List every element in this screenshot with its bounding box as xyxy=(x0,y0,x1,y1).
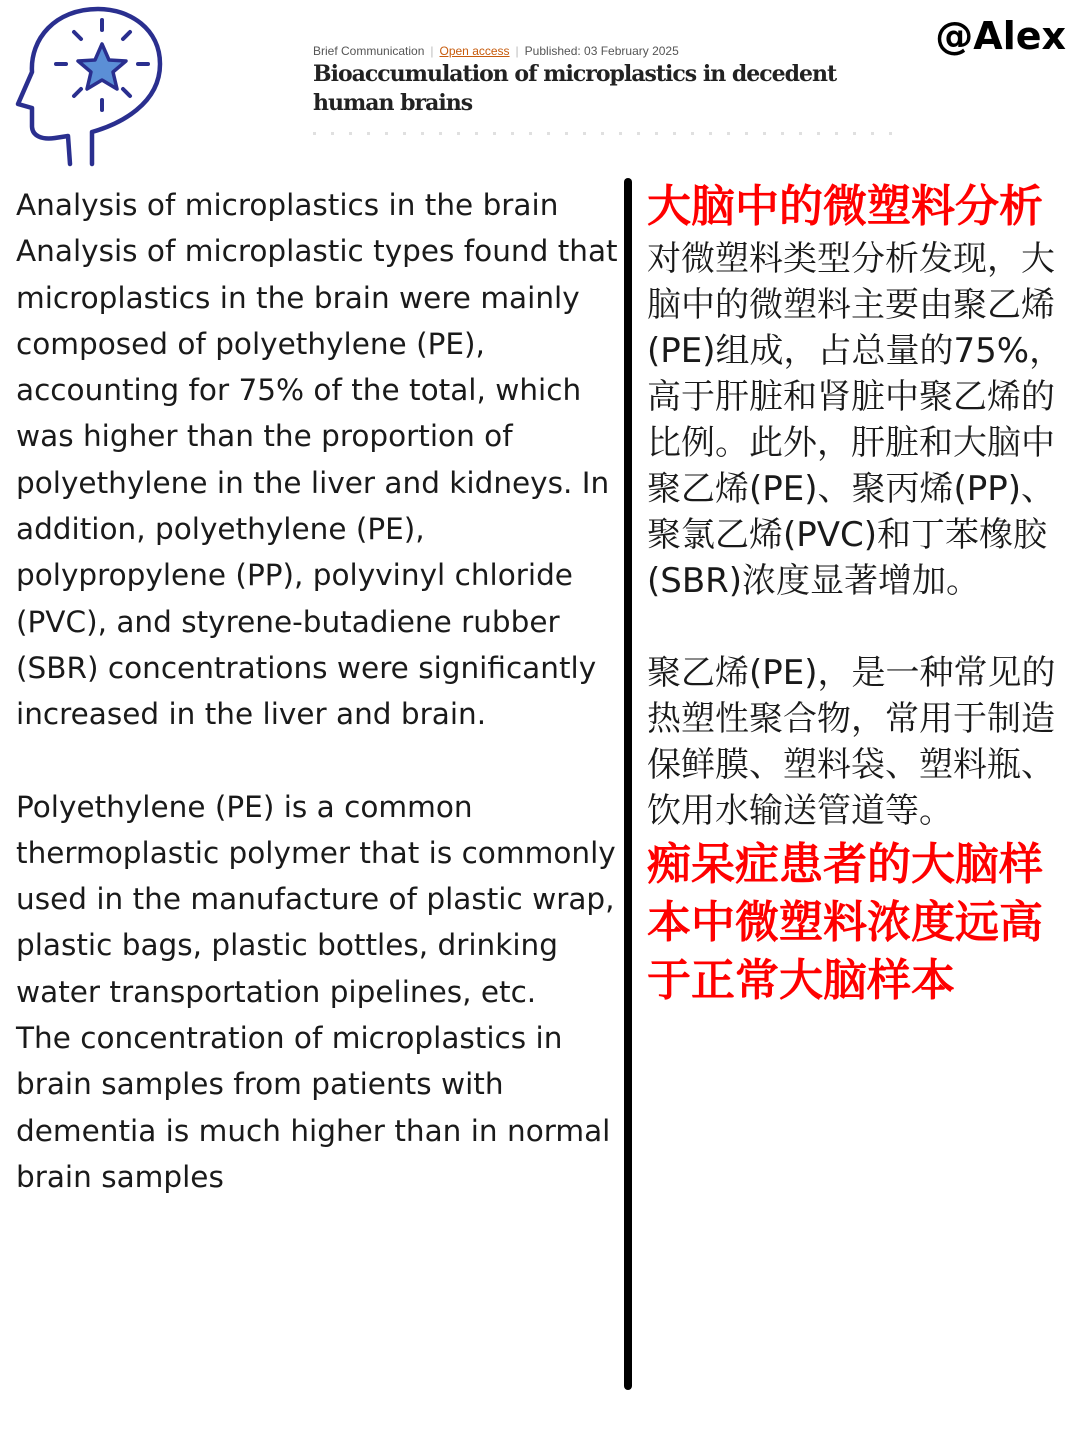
open-access-link[interactable]: Open access xyxy=(439,44,510,58)
english-paragraph-2: Polyethylene (PE) is a common thermoplastic polymer that is commonly used in the manufacture of plastic wrap, plastic bags, plastic bottles, drinking water transportation pipelines, etc. xyxy=(16,789,616,1009)
english-paragraph-1: Analysis of microplastics in the brain Analysis of microplastic types found that microplastics in the brain were mainly composed of polyethylene (PE), accounting for 75% of the total, which was higher than the proportion of polyethylene in the liver and kidneys. In addition, polyethylene (PE), polypropylene (PP), polyvinyl chloride (PVC), and styrene-butadiene rubber (SBR) concentrations were significantly increased in the liver and brain. xyxy=(16,188,618,732)
paper-meta: Brief Communication | Open access | Published: 03 February 2025 xyxy=(313,44,679,58)
english-column xyxy=(16,182,624,1200)
author-handle: @Alex xyxy=(935,14,1066,58)
published-date: Published: 03 February 2025 xyxy=(524,44,679,58)
chinese-heading-1: 大脑中的微塑料分析 xyxy=(647,181,1043,232)
column-divider xyxy=(624,178,632,1390)
brain-star-logo xyxy=(10,4,170,169)
english-paragraph-3: The concentration of microplastics in brain samples from patients with dementia is much higher than in normal brain samples xyxy=(16,1021,611,1194)
paper-title: Bioaccumulation of microplastics in decedent human brains xyxy=(313,61,837,116)
article-type: Brief Communication xyxy=(313,44,425,58)
chinese-heading-2: 痴呆症患者的大脑样本中微塑料浓度远高于正常大脑样本 xyxy=(647,839,1043,1006)
faded-text-line xyxy=(313,132,893,135)
chinese-column xyxy=(647,178,1072,1010)
head-star-icon xyxy=(10,4,170,169)
chinese-paragraph-1: 对微塑料类型分析发现，大脑中的微塑料主要由聚乙烯(PE)组成，占总量的75%，高于肝脏和肾脏中聚乙烯的比例。此外，肝脏和大脑中聚乙烯(PE)、聚丙烯(PP)、聚氯乙烯(PVC)和丁苯橡胶(SBR)浓度显著增加。 xyxy=(647,239,1064,601)
chinese-paragraph-2: 聚乙烯(PE)，是一种常见的热塑性聚合物，常用于制造保鲜膜、塑料袋、塑料瓶、饮用水输送管道等。 xyxy=(647,653,1056,831)
